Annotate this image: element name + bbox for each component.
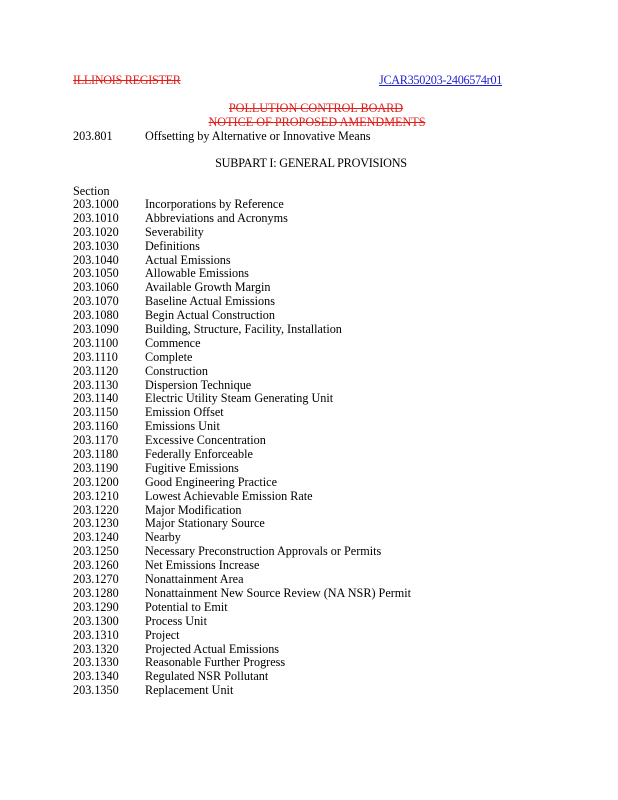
section-number: 203.1190 [73,460,119,475]
section-title: Major Stationary Source [145,516,265,531]
section-number: 203.1050 [73,266,119,281]
section-title: Potential to Emit [145,599,228,614]
section-title: Replacement Unit [145,683,234,698]
section-row [73,281,411,295]
section-title: Incorporations by Reference [145,197,284,211]
section-title: Building, Structure, Facility, Installation [145,322,342,337]
section-row [73,615,411,629]
section-number: 203.1230 [73,516,119,531]
section-row [73,656,411,670]
section-title: Project [145,627,180,642]
section-number: 203.1280 [73,585,119,600]
register-title: ILLINOIS REGISTER [73,73,181,87]
section-title: Emission Offset [145,405,224,420]
section-title: Begin Actual Construction [145,308,275,323]
section-number: 203.1100 [73,335,119,350]
section-number: 203.1250 [73,544,119,559]
section-row [73,323,411,337]
section-title: Electric Utility Steam Generating Unit [145,391,334,406]
section-number: 203.1080 [73,308,119,323]
section-row [73,198,411,212]
section-number: 203.1070 [73,294,119,309]
section-title: Excessive Concentration [145,433,266,448]
section-label: Section [73,184,110,198]
section-row [73,462,411,476]
section-row [73,129,371,143]
section-row [73,212,411,226]
section-row [73,531,411,545]
section-row [73,254,411,268]
section-number: 203.1240 [73,530,119,545]
section-title: Major Modification [145,502,242,517]
section-title: Dispersion Technique [145,377,252,392]
section-title: Emissions Unit [145,419,220,434]
section-row [73,295,411,309]
section-title: Reasonable Further Progress [145,655,286,670]
section-number: 203.1330 [73,655,119,670]
section-title: Complete [145,349,193,364]
section-number: 203.1060 [73,280,119,295]
section-number: 203.801 [73,129,113,143]
section-row [73,379,411,393]
section-title: Definitions [145,238,200,253]
section-number: 203.1270 [73,572,119,587]
section-row [73,448,411,462]
section-number: 203.1200 [73,474,119,489]
board-title: POLLUTION CONTROL BOARD [228,101,404,115]
section-number: 203.1150 [73,405,119,420]
section-row [73,490,411,504]
section-number: 203.1260 [73,558,119,573]
section-number: 203.1030 [73,238,119,253]
section-row [73,670,411,684]
section-number: 203.1350 [73,683,119,698]
section-number: 203.1300 [73,613,119,628]
section-row [73,226,411,240]
section-row [73,420,411,434]
section-number: 203.1320 [73,641,119,656]
section-title: Net Emissions Increase [145,558,260,573]
section-number: 203.1010 [73,210,119,225]
section-number: 203.1000 [73,197,119,211]
section-title: Necessary Preconstruction Approvals or Permits [145,544,382,559]
section-title: Severability [145,224,204,239]
section-title: Commence [145,335,201,350]
section-title: Regulated NSR Pollutant [145,669,269,684]
section-number: 203.1090 [73,322,119,337]
section-row [73,545,411,559]
section-number: 203.1130 [73,377,119,392]
section-number: 203.1180 [73,447,119,462]
section-row [73,629,411,643]
section-title: Process Unit [145,613,207,628]
section-title: Federally Enforceable [145,447,253,462]
section-number: 203.1110 [73,349,118,364]
section-row [73,573,411,587]
section-number: 203.1040 [73,252,119,267]
section-row [73,240,411,254]
section-number: 203.1020 [73,224,119,239]
subpart-heading: SUBPART I: GENERAL PROVISIONS [215,156,407,170]
jcar-link[interactable]: JCAR350203-2406574r01 [379,73,503,87]
section-title: Actual Emissions [145,252,231,267]
section-title: Allowable Emissions [145,266,249,281]
section-title: Nonattainment New Source Review (NA NSR) Permit [145,585,412,600]
section-row [73,559,411,573]
section-row [73,406,411,420]
notice-title: NOTICE OF PROPOSED AMENDMENTS [208,115,426,129]
section-number: 203.1210 [73,488,119,503]
section-title: Projected Actual Emissions [145,641,280,656]
section-title: Fugitive Emissions [145,460,239,475]
section-row [73,337,411,351]
section-title: Abbreviations and Acronyms [145,210,288,225]
section-number: 203.1220 [73,502,119,517]
section-title: Lowest Achievable Emission Rate [145,488,313,503]
section-row [73,587,411,601]
section-number: 203.1120 [73,363,119,378]
section-row [73,309,411,323]
section-row [73,517,411,531]
section-row [73,643,411,657]
section-title: Good Engineering Practice [145,474,277,489]
section-title: Nonattainment Area [145,572,244,587]
section-list [73,198,411,698]
section-number: 203.1310 [73,627,119,642]
section-row [73,351,411,365]
section-row [73,476,411,490]
section-number: 203.1340 [73,669,119,684]
section-row [73,684,411,698]
section-row [73,365,411,379]
section-row [73,392,411,406]
section-number: 203.1290 [73,599,119,614]
section-row [73,434,411,448]
section-title: Baseline Actual Emissions [145,294,275,309]
section-title: Offsetting by Alternative or Innovative Means [145,129,371,143]
section-number: 203.1170 [73,433,119,448]
section-title: Construction [145,363,208,378]
section-number: 203.1140 [73,391,119,406]
section-title: Nearby [145,530,181,545]
section-number: 203.1160 [73,419,119,434]
section-row [73,504,411,518]
section-title: Available Growth Margin [145,280,271,295]
section-row [73,601,411,615]
section-row [73,267,411,281]
